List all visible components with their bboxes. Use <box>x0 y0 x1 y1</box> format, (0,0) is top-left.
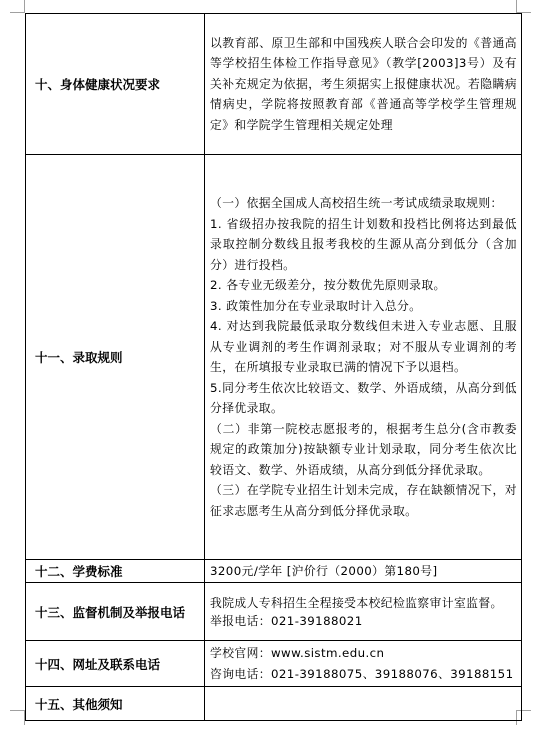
content-paragraph: 2. 各专业无级差分，按分数优先原则录取。 <box>210 278 446 292</box>
table-row <box>26 641 522 687</box>
content-paragraph: 1. 省级招办按我院的招生计划数和投档比例将达到最低录取控制分数线且报考我校的生源从高分到低分（含加分）进行投档。 <box>210 216 517 272</box>
content-paragraph: （三）在学院专业招生计划未完成，存在缺额情况下，对征求志愿考生从高分到低分择优录取。 <box>210 483 517 518</box>
page-corner-mark <box>516 0 531 13</box>
table-row <box>26 14 522 155</box>
content-paragraph: （一）依据全国成人高校招生统一考试成绩录取规则： <box>210 196 503 210</box>
page-corner-mark <box>10 0 25 13</box>
content-paragraph: 4. 对达到我院最低录取分数线但未进入专业志愿、且服从专业调剂的考生作调剂录取；对不服从专业调剂的考生，在所填报专业录取已满的情况下予以退档。 <box>210 319 517 374</box>
content-paragraph: 举报电话：021-39188021 <box>210 613 363 628</box>
row-content <box>205 641 522 687</box>
row-label: 十五、其他须知 <box>26 687 205 721</box>
row-content <box>205 14 522 155</box>
content-paragraph: 3. 政策性加分在专业录取时计入总分。 <box>210 298 422 313</box>
row-content <box>205 687 522 721</box>
content-paragraph: 学校官网：www.sistm.edu.cn <box>210 646 385 660</box>
row-label: 十、身体健康状况要求 <box>26 14 205 155</box>
row-content <box>205 155 522 560</box>
page-corner-mark <box>10 710 25 725</box>
row-label: 十一、录取规则 <box>26 155 205 560</box>
content-paragraph: 3200元/学年 [沪价行（2000）第180号] <box>210 563 438 578</box>
row-content <box>205 560 522 583</box>
content-paragraph: 我院成人专科招生全程接受本校纪检监察审计室监督。 <box>210 595 503 610</box>
row-label: 十四、网址及联系电话 <box>26 641 205 687</box>
table-row <box>26 155 522 560</box>
table-row <box>26 583 522 641</box>
table-row <box>26 687 522 721</box>
table-row <box>26 560 522 583</box>
content-paragraph: 5.同分考生依次比较语文、数学、外语成绩，从高分到低分择优录取。 <box>210 380 517 415</box>
content-paragraph: 咨询电话：021-39188075、39188076、39188151 <box>210 666 514 681</box>
content-paragraph: 以教育部、原卫生部和中国残疾人联合会印发的《普通高等学校招生体检工作指导意见》（教学[2003]3号）及有关补充规定为依据，考生须据实上报健康状况。若隐瞒病情病史，学院将按照教育部《普通高等学校学生管理规定》和学院学生管理相关规定处理 <box>210 35 517 132</box>
row-label: 十二、学费标准 <box>26 560 205 583</box>
row-label: 十三、监督机制及举报电话 <box>26 583 205 641</box>
content-paragraph: （二）非第一院校志愿报考的，根据考生总分(含市教委规定的政策加分)按缺额专业计划录取，同分考生依次比较语文、数学、外语成绩，从高分到低分择优录取。 <box>210 421 517 477</box>
row-content <box>205 583 522 641</box>
admission-info-table <box>25 13 522 721</box>
